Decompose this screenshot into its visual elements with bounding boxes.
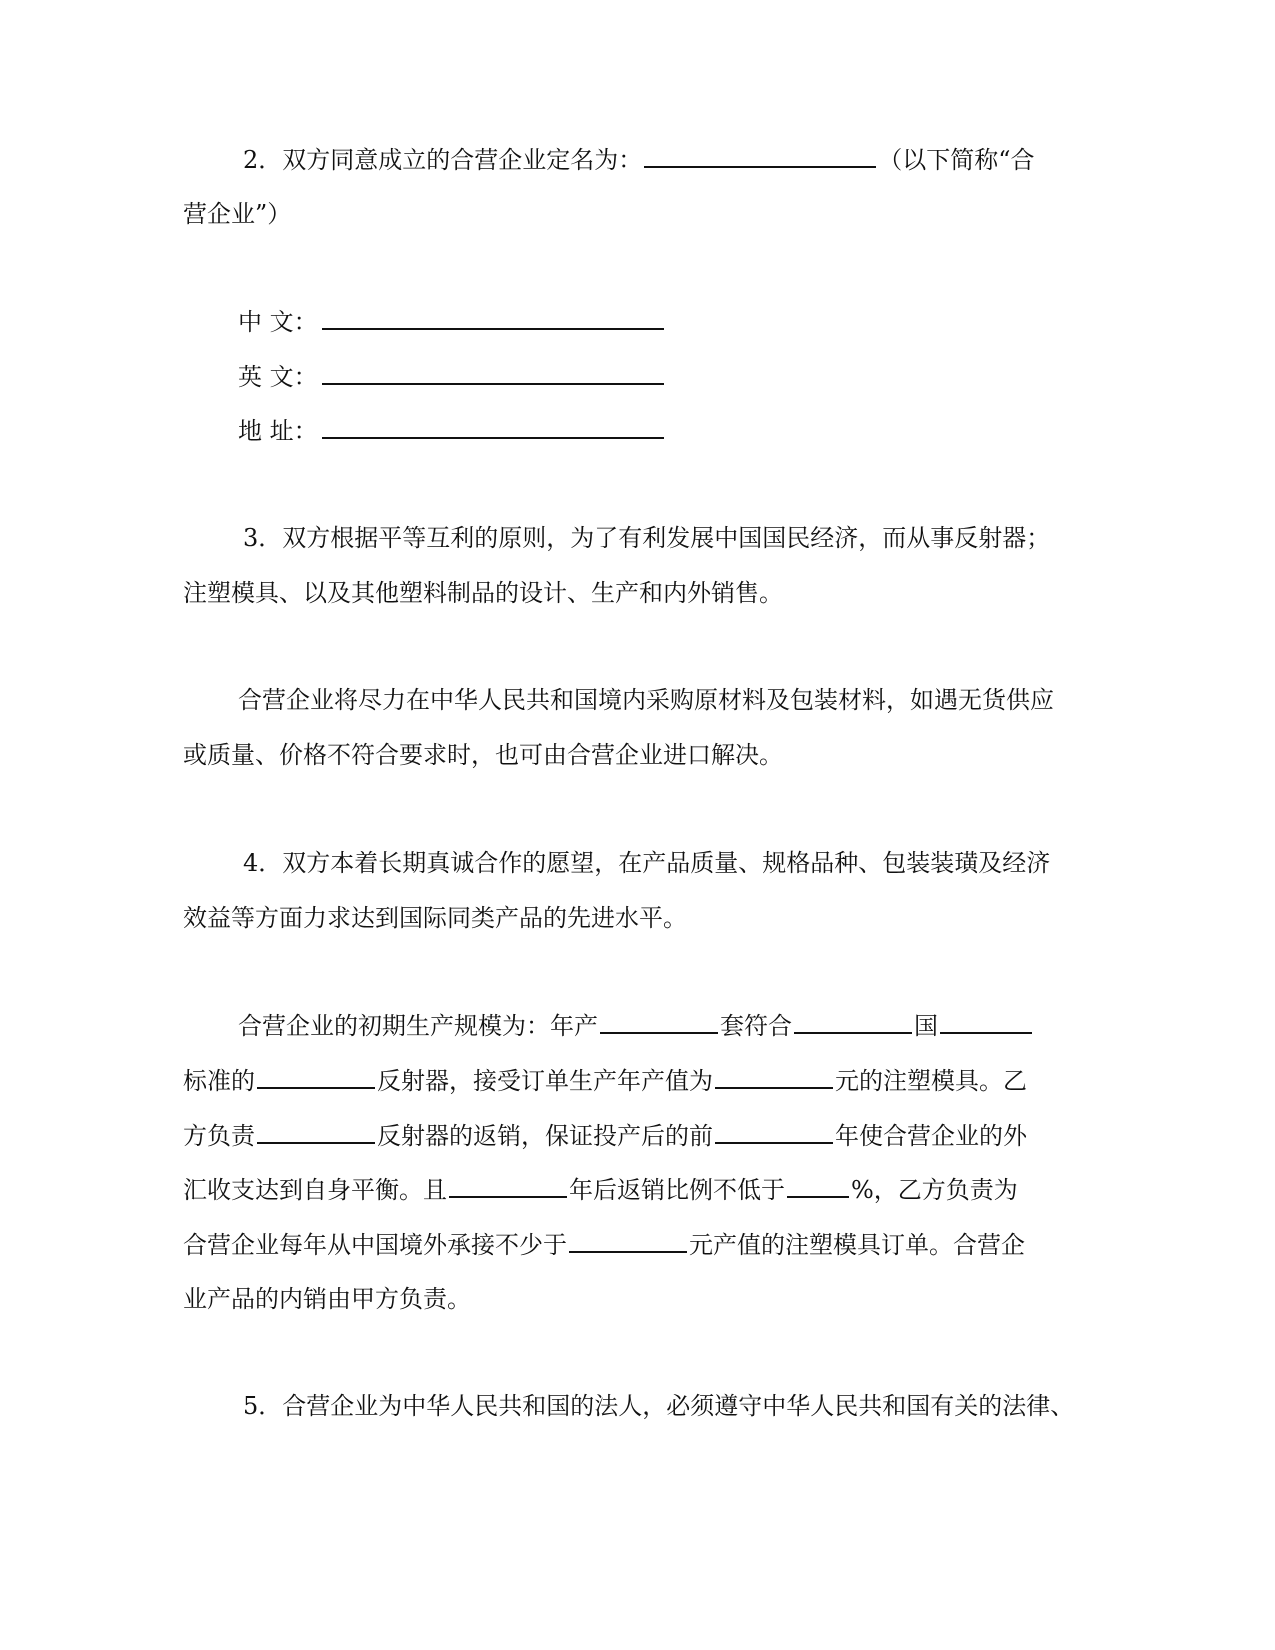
scale-text: 反射器，接受订单生产年产值为	[377, 1067, 713, 1095]
scale-line2	[183, 1065, 1027, 1095]
joint-venture-name-blank[interactable]	[644, 144, 876, 168]
buyback-percent-blank[interactable]	[787, 1174, 849, 1198]
address-row	[238, 415, 666, 445]
annual-output-blank[interactable]	[600, 1010, 718, 1034]
scale-line5	[183, 1229, 1025, 1259]
scale-text: 年使合营企业的外	[835, 1122, 1027, 1150]
chinese-name-label: 中 文：	[238, 308, 318, 336]
buyback-reflector-blank[interactable]	[257, 1120, 375, 1144]
scale-text: 套符合	[720, 1012, 792, 1040]
chinese-name-blank[interactable]	[322, 306, 664, 330]
materials-line2: 或质量、价格不符合要求时，也可由合营企业进口解决。	[183, 741, 783, 769]
clause2-line2: 营企业”）	[183, 200, 292, 228]
years-after-blank[interactable]	[449, 1174, 567, 1198]
scale-text: %，乙方负责为	[851, 1176, 1018, 1204]
scale-line1	[238, 1010, 1034, 1040]
clause2-text-a: 2．双方同意成立的合营企业定名为：	[243, 146, 643, 174]
scale-text: 元的注塑模具。乙	[835, 1067, 1027, 1095]
clause3-line1: 3．双方根据平等互利的原则，为了有利发展中国国民经济，而从事反射器；	[243, 524, 1051, 552]
clause4-line2: 效益等方面力求达到国际同类产品的先进水平。	[183, 904, 687, 932]
address-blank[interactable]	[322, 415, 664, 439]
scale-text: 反射器的返销，保证投产后的前	[377, 1122, 713, 1150]
standard-blank[interactable]	[940, 1010, 1032, 1034]
english-name-blank[interactable]	[322, 361, 664, 385]
clause4-line1: 4．双方本着长期真诚合作的愿望，在产品质量、规格品种、包装装璜及经济	[243, 849, 1051, 877]
scale-text: 合营企业的初期生产规模为：年产	[238, 1012, 598, 1040]
country-blank[interactable]	[794, 1010, 912, 1034]
scale-line6: 业产品的内销由甲方负责。	[183, 1285, 471, 1313]
scale-text: 元产值的注塑模具订单。合营企	[689, 1231, 1025, 1259]
english-name-label: 英 文：	[238, 363, 318, 391]
clause2-line1	[243, 144, 1035, 174]
scale-line4	[183, 1174, 1018, 1204]
scale-text: 汇收支达到自身平衡。且	[183, 1176, 447, 1204]
scale-text: 合营企业每年从中国境外承接不少于	[183, 1231, 567, 1259]
scale-text: 国	[914, 1012, 938, 1040]
scale-text: 方负责	[183, 1122, 255, 1150]
scale-text: 标准的	[183, 1067, 255, 1095]
clause2-text-b: （以下简称“合	[878, 146, 1035, 174]
clause5-line1: 5．合营企业为中华人民共和国的法人，必须遵守中华人民共和国有关的法律、	[243, 1392, 1075, 1420]
scale-line3	[183, 1120, 1027, 1150]
years-blank[interactable]	[715, 1120, 833, 1144]
clause3-line2: 注塑模具、以及其他塑料制品的设计、生产和内外销售。	[183, 579, 783, 607]
materials-line1: 合营企业将尽力在中华人民共和国境内采购原材料及包装材料，如遇无货供应	[238, 686, 1054, 714]
scale-text: 年后返销比例不低于	[569, 1176, 785, 1204]
order-value-blank[interactable]	[569, 1229, 687, 1253]
reflector-type-blank[interactable]	[257, 1065, 375, 1089]
english-name-row	[238, 361, 666, 391]
address-label: 地 址：	[238, 417, 318, 445]
chinese-name-row	[238, 306, 666, 336]
annual-value-blank[interactable]	[715, 1065, 833, 1089]
